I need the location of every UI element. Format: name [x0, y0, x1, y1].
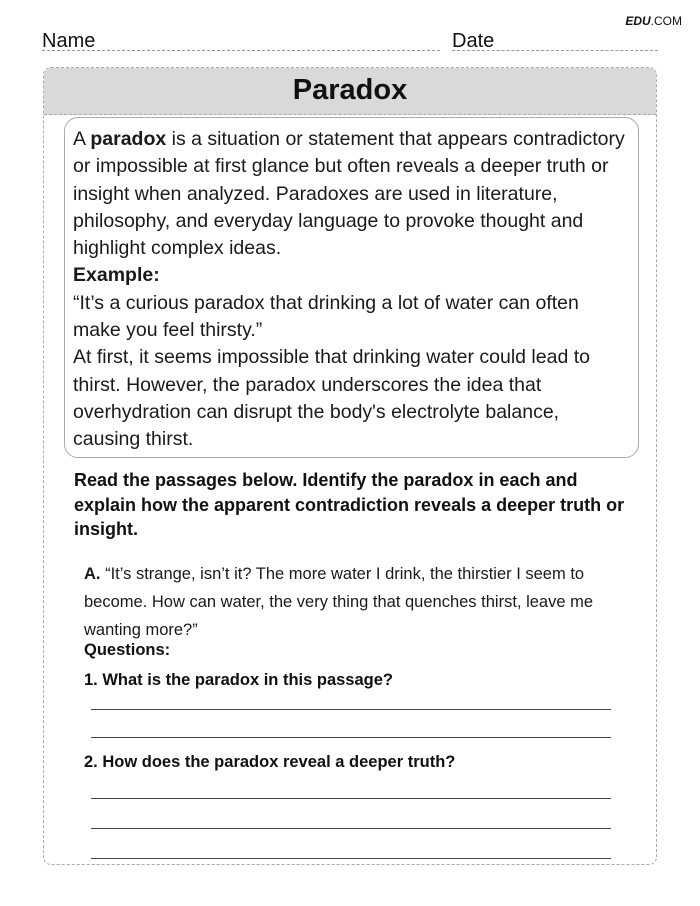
- answer-line-2a[interactable]: [91, 798, 611, 799]
- name-label: Name: [42, 30, 96, 52]
- passage-text: “It’s strange, isn’t it? The more water I drink, the thirstier I seem to become. How can water, the very thing that quenches thirst, leave me wanting more?”: [84, 565, 594, 639]
- passage-a: [84, 560, 624, 644]
- example-quote: “It’s a curious paradox that drinking a lot of water can often make you feel thirsty.”: [73, 291, 579, 342]
- questions-label: Questions:: [84, 641, 171, 659]
- instructions: Read the passages below. Identify the paradox in each and explain how the apparent contradiction reveals a deeper truth or insight.: [74, 470, 625, 539]
- example-explanation: At first, it seems impossible that drinking water could lead to thirst. However, the paradox underscores the idea that overhydration can disrupt the body's electrolyte balance, causing thirst.: [73, 346, 590, 451]
- definition-text: A paradox is a situation or statement that appears contradictory or impossible at first glance but often reveals a deeper truth or insight when analyzed. Paradoxes are used in literature, philosophy, and everyday language to provoke thought and highlight complex ideas.: [73, 128, 625, 260]
- answer-line-1b[interactable]: [91, 737, 611, 738]
- brand-logo: EDU.COM: [625, 14, 682, 28]
- passage-letter: A.: [84, 565, 101, 583]
- worksheet-frame: [43, 67, 657, 865]
- answer-line-1a[interactable]: [91, 709, 611, 710]
- answer-line-2b[interactable]: [91, 828, 611, 829]
- example-label: Example:: [73, 264, 160, 287]
- answer-line-2c[interactable]: [91, 858, 611, 859]
- name-line: [42, 50, 440, 51]
- date-line: [452, 50, 658, 51]
- name-date-row: [40, 30, 660, 54]
- date-label: Date: [452, 30, 495, 52]
- title-bar: [44, 68, 656, 115]
- definition-box: [64, 117, 639, 458]
- term: paradox: [90, 128, 167, 150]
- question-1: 1. What is the paradox in this passage?: [84, 671, 393, 689]
- question-2: 2. How does the paradox reveal a deeper truth?: [84, 753, 456, 771]
- page-title: Paradox: [292, 74, 408, 106]
